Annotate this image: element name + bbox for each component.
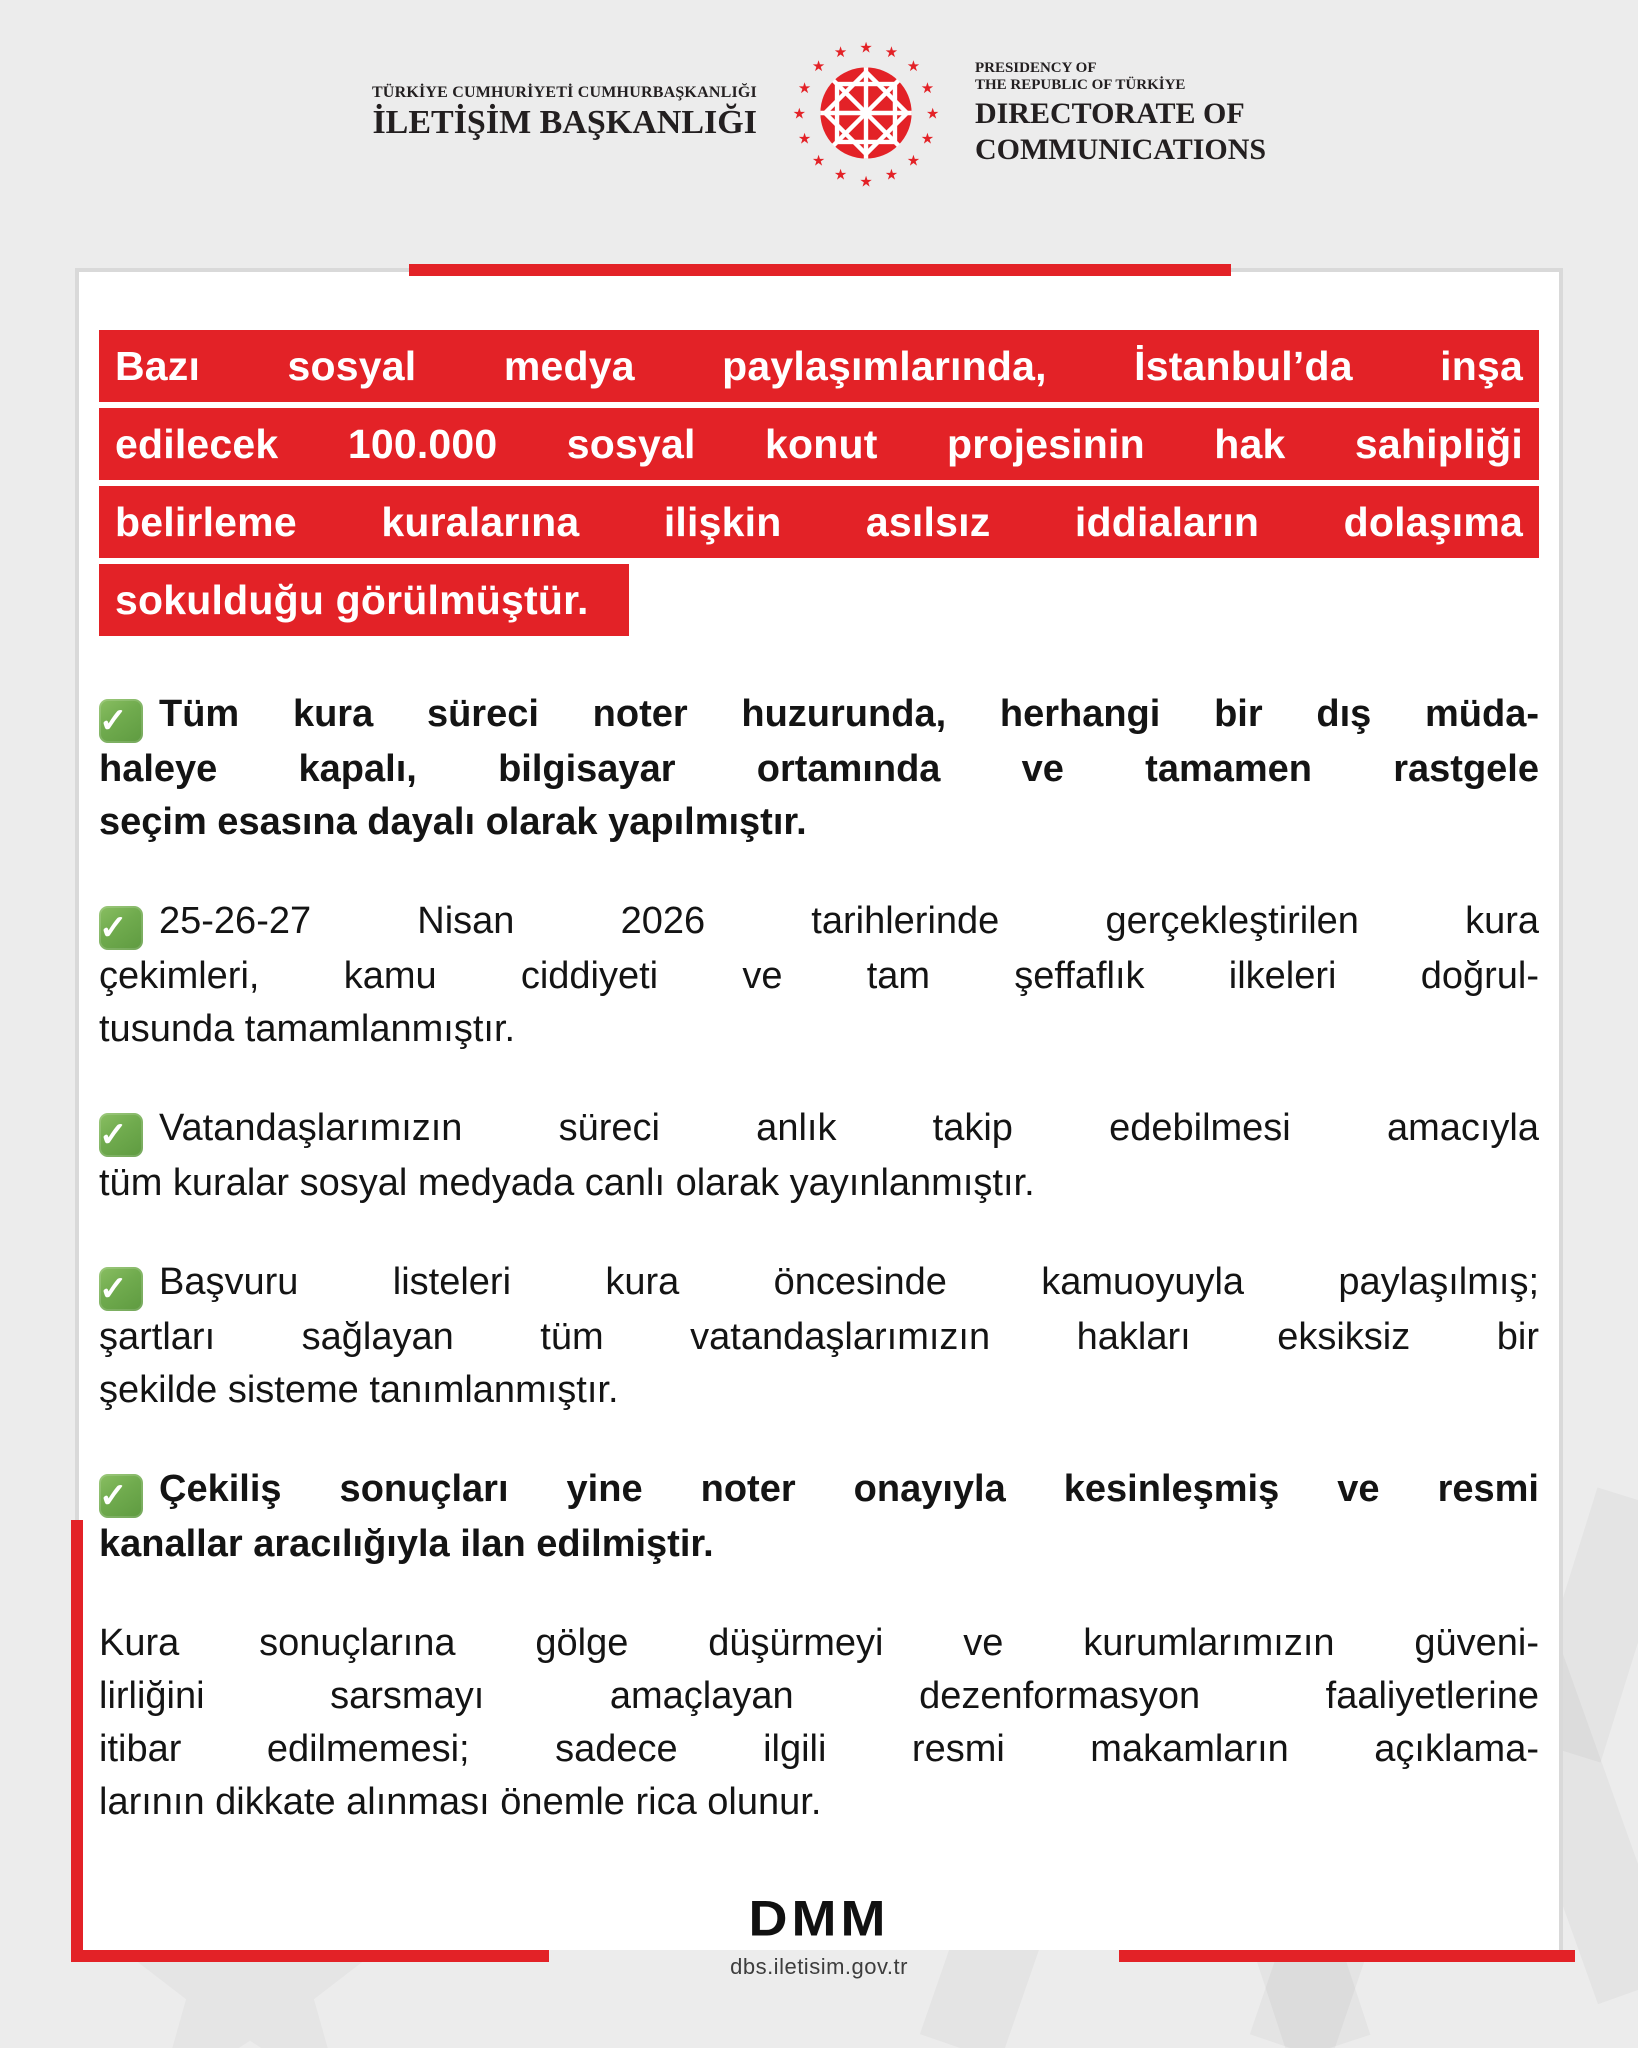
paragraph-line	[99, 895, 1539, 950]
paragraph-line: kanallar aracılığıyla ilan edilmiştir.	[99, 1523, 714, 1565]
statement-paragraph	[99, 688, 1539, 849]
svg-text:★: ★	[884, 42, 899, 61]
paragraph-line	[99, 688, 1539, 743]
statement-content	[79, 272, 1559, 1829]
check-icon: ✓	[99, 906, 143, 950]
svg-text:★: ★	[859, 172, 873, 191]
paragraph-line: çekimleri, kamu ciddiyeti ve tam şeffaflık ilkeleri doğrul-	[99, 955, 1539, 997]
statement-paragraph	[99, 895, 1539, 1056]
statement-card	[75, 268, 1563, 1950]
org-name-en-big-1: DIRECTORATE OF	[974, 97, 1245, 130]
header	[0, 28, 1638, 198]
svg-text:★: ★	[833, 165, 848, 184]
headline-line: edilecek 100.000 sosyal konut projesinin hak sahipliği	[99, 408, 1539, 480]
svg-text:★: ★	[797, 78, 812, 97]
svg-text:★: ★	[792, 104, 806, 123]
paragraph-line: seçim esasına dayalı olarak yapılmıştır.	[99, 801, 807, 843]
paragraph-text: Tüm kura süreci noter huzurunda, herhangi bir dış müda-	[159, 693, 1539, 735]
dmm-url: dbs.iletisim.gov.tr	[730, 1954, 908, 1979]
check-icon: ✓	[99, 1113, 143, 1157]
dmm-logo: DMM	[748, 1891, 890, 1947]
paragraph-text: Çekiliş sonuçları yine noter onayıyla kesinleşmiş ve resmi	[159, 1468, 1539, 1510]
org-name-en-small-1: PRESIDENCY OF	[974, 60, 1097, 76]
paragraph-text: Başvuru listeleri kura öncesinde kamuoyuyla paylaşılmış;	[159, 1261, 1539, 1303]
svg-text:★: ★	[920, 129, 935, 148]
svg-text:★: ★	[811, 151, 826, 170]
statement-paragraph	[99, 1256, 1539, 1417]
headline-line: belirleme kuralarına ilişkin asılsız iddiaların dolaşıma	[99, 486, 1539, 558]
paragraph-line: itibar edilmemesi; sadece ilgili resmi makamların açıklama-	[99, 1728, 1539, 1770]
paragraph-line: haleye kapalı, bilgisayar ortamında ve tamamen rastgele	[99, 748, 1539, 790]
svg-text:★: ★	[906, 151, 921, 170]
paragraph-line: tüm kuralar sosyal medyada canlı olarak yayınlanmıştır.	[99, 1162, 1035, 1204]
footer	[0, 1892, 1638, 1980]
paragraph-line: lirliğini sarsmayı amaçlayan dezenformasyon faaliyetlerine	[99, 1675, 1539, 1717]
svg-text:★: ★	[884, 165, 899, 184]
check-icon: ✓	[99, 1474, 143, 1518]
paragraph-line	[99, 1256, 1539, 1311]
svg-text:★: ★	[920, 78, 935, 97]
check-icon: ✓	[99, 1267, 143, 1311]
top-accent-bar	[409, 264, 1231, 276]
paragraph-line: Kura sonuçlarına gölge düşürmeyi ve kurumlarımızın güveni-	[99, 1622, 1539, 1664]
org-name-english	[975, 60, 1266, 166]
headline-line: sokulduğu görülmüştür.	[99, 564, 629, 636]
paragraph-text: 25-26-27 Nisan 2026 tarihlerinde gerçekleştirilen kura	[159, 900, 1539, 942]
statement-paragraph	[99, 1463, 1539, 1571]
paragraph-line: şekilde sisteme tanımlanmıştır.	[99, 1369, 619, 1411]
svg-text:★: ★	[797, 129, 812, 148]
statement-paragraph	[99, 1102, 1539, 1210]
check-icon: ✓	[99, 699, 143, 743]
svg-text:★: ★	[925, 104, 940, 123]
presidency-emblem-icon	[787, 34, 945, 192]
statement-paragraph	[99, 1617, 1539, 1829]
paragraph-line: larının dikkate alınması önemle rica olunur.	[99, 1781, 822, 1823]
paragraph-line	[99, 1463, 1539, 1518]
org-name-tr-small: TÜRKİYE CUMHURİYETİ CUMHURBAŞKANLIĞI	[371, 84, 757, 101]
paragraph-line: tusunda tamamlanmıştır.	[99, 1008, 516, 1050]
paragraph-line	[99, 1102, 1539, 1157]
org-name-tr-big: İLETİŞİM BAŞKANLIĞI	[372, 104, 757, 141]
org-name-en-small-2: THE REPUBLIC OF TÜRKİYE	[974, 77, 1186, 93]
paragraph-text: Vatandaşlarımızın süreci anlık takip edebilmesi amacıyla	[159, 1107, 1539, 1149]
svg-text:★: ★	[811, 56, 826, 75]
org-name-en-big-2: COMMUNICATIONS	[974, 133, 1267, 166]
org-name-turkish	[372, 84, 757, 142]
svg-text:★: ★	[833, 42, 848, 61]
svg-text:★: ★	[859, 38, 873, 57]
headline-line: Bazı sosyal medya paylaşımlarında, İstanbul’da inşa	[99, 330, 1539, 402]
svg-text:★: ★	[906, 56, 921, 75]
headline-banner	[99, 330, 1539, 642]
paragraph-line: şartları sağlayan tüm vatandaşlarımızın hakları eksiksiz bir	[99, 1316, 1539, 1358]
